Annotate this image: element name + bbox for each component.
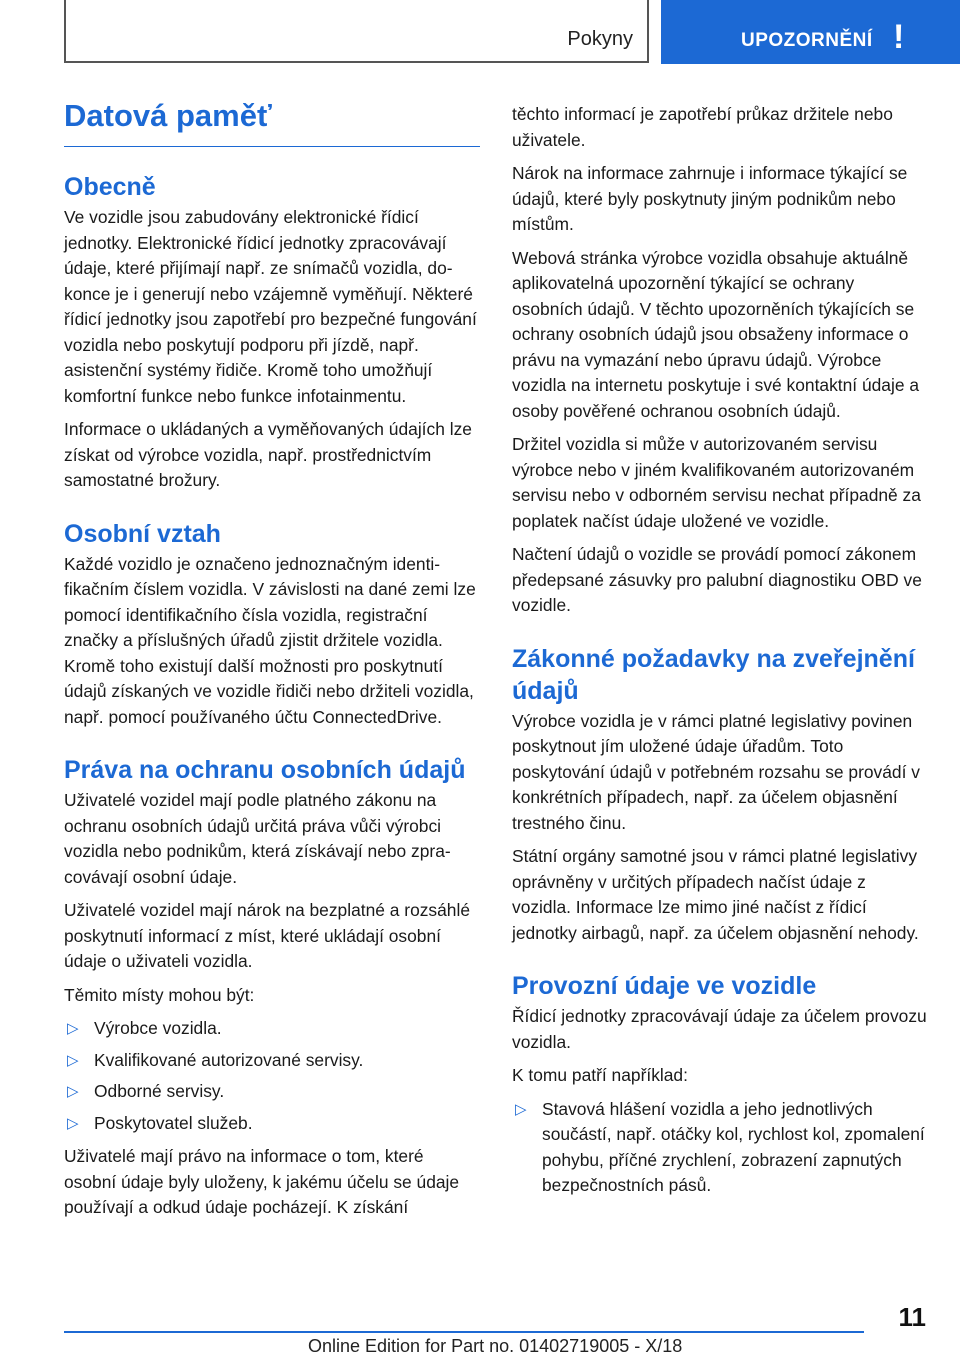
paragraph: Držitel vozidla si může v autorizovaném servisu výrobce nebo v jiném kvalifikovaném autorizovaném servisu nebo v odborném servisu nechat případně za poplatek načíst údaje uložené ve vozidle. [512,434,921,531]
list-item: ▷ Výrobce vozidla. [64,1016,480,1042]
paragraph: Každé vozidlo je označeno jednoznačným identifikačním číslem vozidla. V závislosti na dané zemi lze pomocí identifikačního čísla vozidla, registrační značky a příslušných úřadů zjistit držitele vozidla. Kromě toho existují další možnosti pro poskytnutí údajů získaných ve vozidle řidiči nebo držiteli vozidla, např. pomocí používaného účtu ConnectedDrive. [64,553,476,727]
paragraph: Ve vozidle jsou zabudovány elektronické řídicí jednotky. Elektronické řídicí jednotky zpracovávají údaje, které přijímají např. ze snímačů vozidla, dokonce je i generují nebo vzájemně vyměňují. Některé řídicí jednotky jsou zapotřebí pro bezpečné fungování vozidla nebo poskytují podporu při jízdě, např. asistenční systémy řidiče. Kromě toho umožňují komfortní funkce nebo funkce infotainmentu. [64,207,477,406]
section-heading-legal-requirements: Zákonné požadavky na zveřejnění údajů [512,644,915,705]
footer-edition-text: Online Edition for Part no. 01402719005 - X/18 [308,1336,683,1356]
section-heading-privacy-rights: Práva na ochranu osobních údajů [64,756,466,784]
triangle-bullet-icon: ▷ [515,1100,527,1118]
footer-divider [64,1331,864,1333]
paragraph: Státní orgány samotné jsou v rámci platné legislativy oprávněny v určitých případech načíst údaje z vozidla. Informace lze mimo jiné načíst z řídicí jednotky airbagů, např. za účelem objasnění nehody. [512,846,919,943]
paragraph: Uživatelé vozidel mají podle platného zákonu na ochranu osobních údajů určitá práva vůči výrobci vozidla nebo podnikům, která získávají nebo zpracovávají osobní údaje. [64,790,451,887]
page-number: 11 [898,1302,926,1332]
paragraph: Řídicí jednotky zpracovávají údaje za účelem provozu vozidla. [512,1006,927,1052]
header-warning-label: UPOZORNĚNÍ [741,30,873,51]
list-item: ▷ Odborné servisy. [64,1079,480,1105]
triangle-bullet-icon: ▷ [67,1083,79,1100]
right-column [512,102,928,1207]
paragraph: Výrobce vozidla je v rámci platné legislativy povinen poskytnout jím uložené údaje úřadům. Toto poskytování údajů v potřebném rozsahu se provádí v konkrétních případech, např. za účelem objasnění trestného činu. [512,710,920,833]
paragraph: Načtení údajů o vozidle se provádí pomocí zákonem předepsané zásuvky pro palubní diagnostiku OBD ve vozidle. [512,544,922,615]
list-item: ▷ Kvalifikované autorizované servisy. [64,1048,480,1074]
section-heading-operating-data: Provozní údaje ve vozidle [512,972,817,1000]
triangle-bullet-icon: ▷ [67,1114,79,1132]
header-warning-tab[interactable] [661,0,960,64]
section-heading-general: Obecně [64,173,156,201]
section-heading-personal-relation: Osobní vztah [64,519,221,548]
header-section-box [64,0,649,63]
paragraph: Uživatelé vozidel mají nárok na bezplatné a rozsáhlé poskytnutí informací z míst, které ukládají osobní údaje o uživateli vozidla. [64,900,471,971]
paragraph: Informace o ukládaných a vyměňovaných údajích lze získat od výrobce vozidla, např. prostřednictvím samostatné brožury. [64,419,472,490]
header-section-label: Pokyny [567,28,633,50]
triangle-bullet-icon: ▷ [67,1020,79,1037]
page-title: Datová paměť [64,98,480,147]
list-item: ▷ Poskytovatel služeb. [64,1111,480,1137]
bullet-list [512,1097,928,1199]
paragraph: Nárok na informace zahrnuje i informace týkající se údajů, které byly poskytnuty jiným podnikům nebo místům. [512,163,908,234]
bullet-list [64,1016,480,1136]
paragraph: K tomu patří například: [512,1065,688,1085]
exclamation-icon: ! [893,18,905,56]
left-column [64,98,480,1229]
paragraph: Webová stránka výrobce vozidla obsahuje aktuálně aplikovatelná upozornění týkající se ochrany osobních údajů. V těchto upozorněních týkajících se ochrany osobních údajů jsou obsaženy informace o právu na vymazání nebo úpravu údajů. Výrobce vozidla na internetu poskytuje i své kontaktní údaje a osoby pověřené ochranou osobních údajů. [512,247,919,421]
list-item: ▷ Stavová hlášení vozidla a jeho jednotlivých součástí, např. otáčky kol, rychlost kol, zpomalení pohybu, příčné zrychlení, zobrazení zapnutých bezpečnostních pásů. [515,1098,925,1195]
paragraph: Uživatelé mají právo na informace o tom, které osobní údaje byly uloženy, k jakému účelu se údaje používají a odkud údaje pocházejí. K získání [64,1146,460,1217]
triangle-bullet-icon: ▷ [67,1051,79,1069]
paragraph: Těmito místy mohou být: [64,984,255,1005]
paragraph: těchto informací je zapotřebí průkaz držitele nebo uživatele. [512,104,893,150]
